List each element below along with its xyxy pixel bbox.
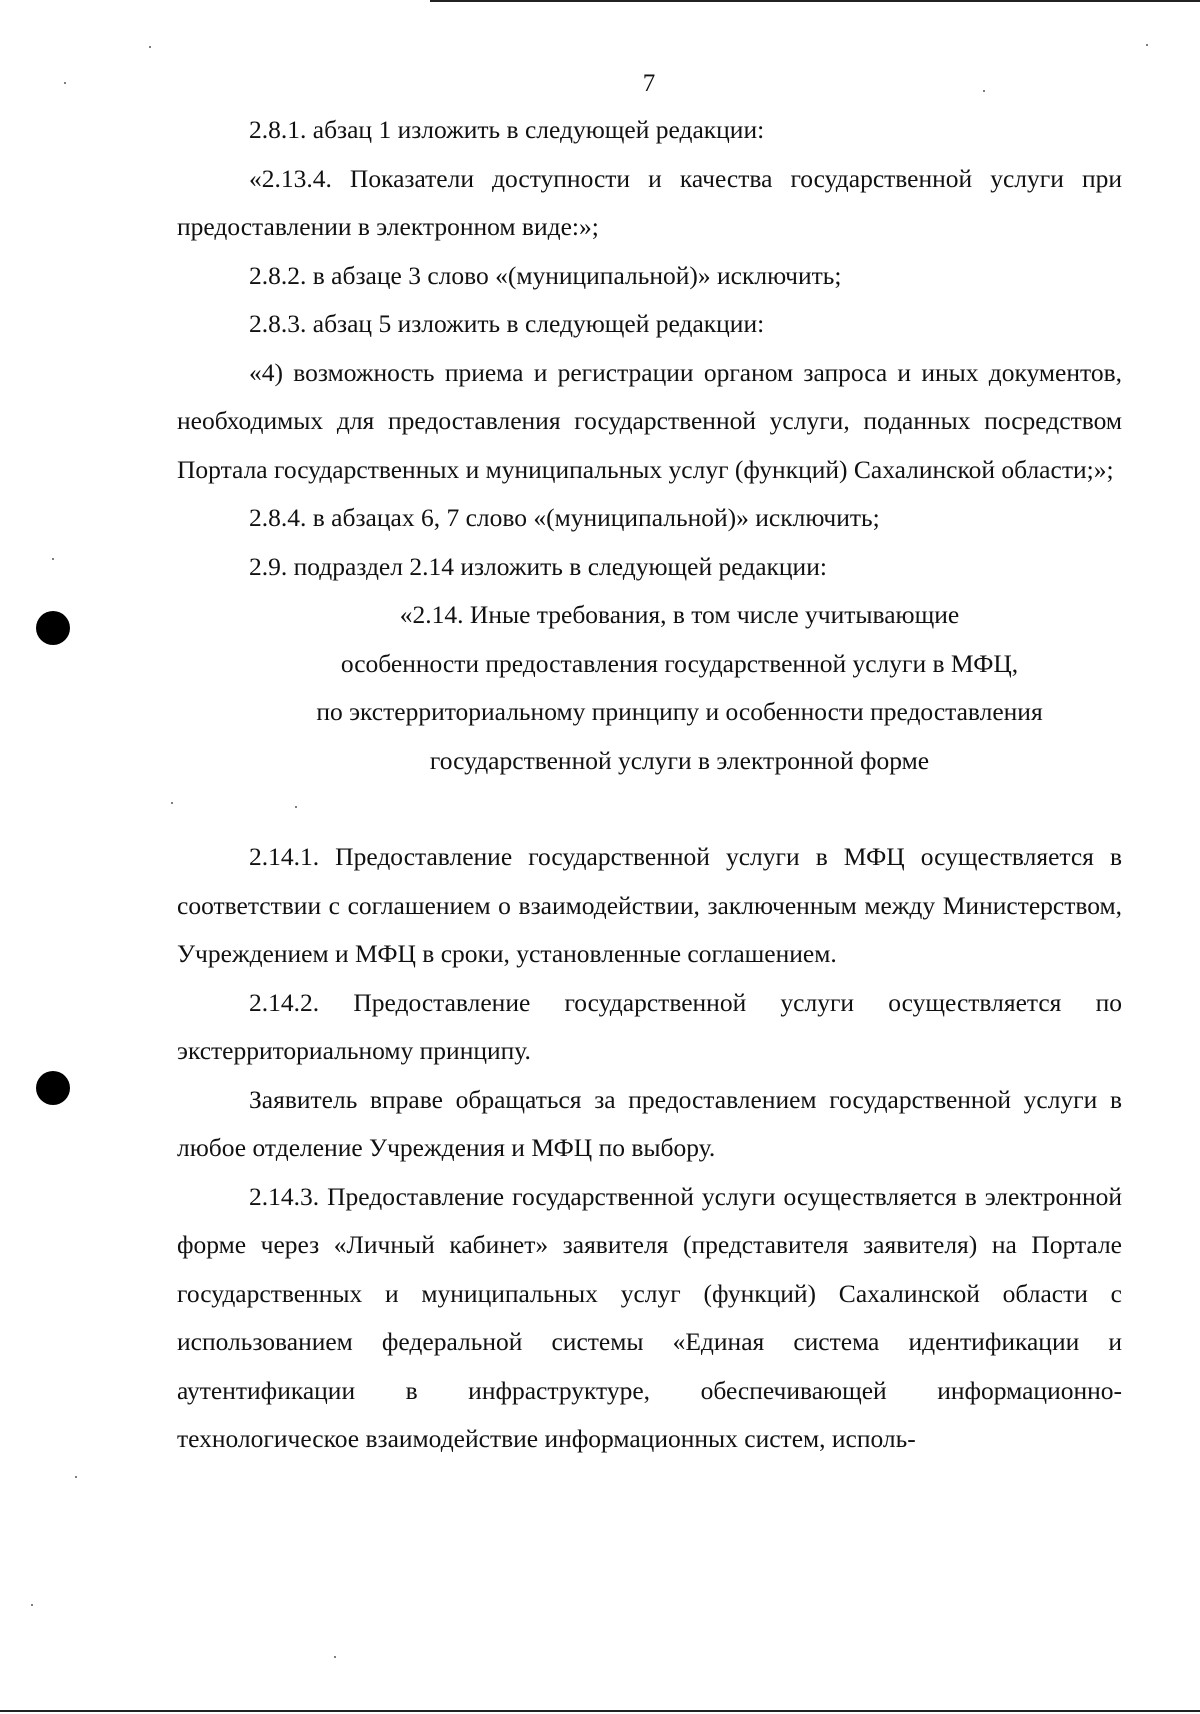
- paragraph-2-13-4-quote: «2.13.4. Показатели доступности и качества государственной услуги при предоставлении в электронном виде:»;: [177, 163, 1122, 241]
- paragraph-2-14-3: 2.14.3. Предоставление государственной услуги осуществляется в электронной форме через «Личный кабинет» заявителя (представителя заявителя) на Портале государственных и муниципальных услуг (функций) Сахалинской области с использованием федеральной системы «Единая система идентификации и аутентификации в инфраструктуре, обеспечивающей информационно-технологическое взаимодействие информационных систем, исполь-: [177, 1181, 1122, 1453]
- paragraph-2-14-2: 2.14.2. Предоставление государственной услуги осуществляется по экстерриториальному принципу.: [177, 987, 1122, 1065]
- paragraph-2-9: 2.9. подраздел 2.14 изложить в следующей редакции:: [249, 551, 827, 581]
- scan-top-edge: [430, 0, 1200, 2]
- page-number: 7: [642, 70, 656, 97]
- heading-line-1: «2.14. Иные требования, в том числе учитывающие: [399, 600, 960, 629]
- heading-line-4: государственной услуги в электронной форме: [429, 745, 930, 775]
- punch-hole-upper: [36, 611, 70, 645]
- scan-speck: [75, 1476, 77, 1478]
- heading-line-2: особенности предоставления государственной услуги в МФЦ,: [340, 648, 1019, 678]
- paragraph-2-8-1: 2.8.1. абзац 1 изложить в следующей редакции:: [249, 115, 765, 144]
- scan-speck: [334, 1656, 336, 1658]
- paragraph-applicant: Заявитель вправе обращаться за предоставлением государственной услуги в любое отделение Учреждения и МФЦ по выбору.: [177, 1084, 1122, 1162]
- paragraph-2-14-1: 2.14.1. Предоставление государственной услуги в МФЦ осуществляется в соответствии с соглашением о взаимодействии, заключенным между Министерством, Учреждением и МФЦ в сроки, установленные соглашением.: [177, 842, 1122, 968]
- section-heading-2-14: [177, 591, 1122, 785]
- scan-bottom-edge: [0, 1710, 1200, 1712]
- punch-hole-lower: [36, 1071, 70, 1105]
- scan-speck: [52, 558, 54, 560]
- paragraph-2-8-4: 2.8.4. в абзацах 6, 7 слово «(муниципальной)» исключить;: [249, 503, 880, 532]
- paragraph-2-8-2: 2.8.2. в абзаце 3 слово «(муниципальной)» исключить;: [249, 260, 842, 290]
- scan-speck: [1146, 44, 1148, 46]
- document-body: [177, 106, 1122, 1464]
- paragraph-item-4-quote: «4) возможность приема и регистрации органом запроса и иных документов, необходимых для предоставления государственной услуги, поданных посредством Портала государственных и муниципальных услуг (функций) Сахалинской области;»;: [177, 357, 1122, 484]
- scan-speck: [31, 1604, 33, 1606]
- paragraph-2-8-3: 2.8.3. абзац 5 изложить в следующей редакции:: [249, 309, 765, 338]
- heading-line-3: по экстерриториальному принципу и особенности предоставления: [316, 697, 1043, 726]
- scan-speck: [171, 802, 173, 804]
- scan-speck: [149, 46, 151, 48]
